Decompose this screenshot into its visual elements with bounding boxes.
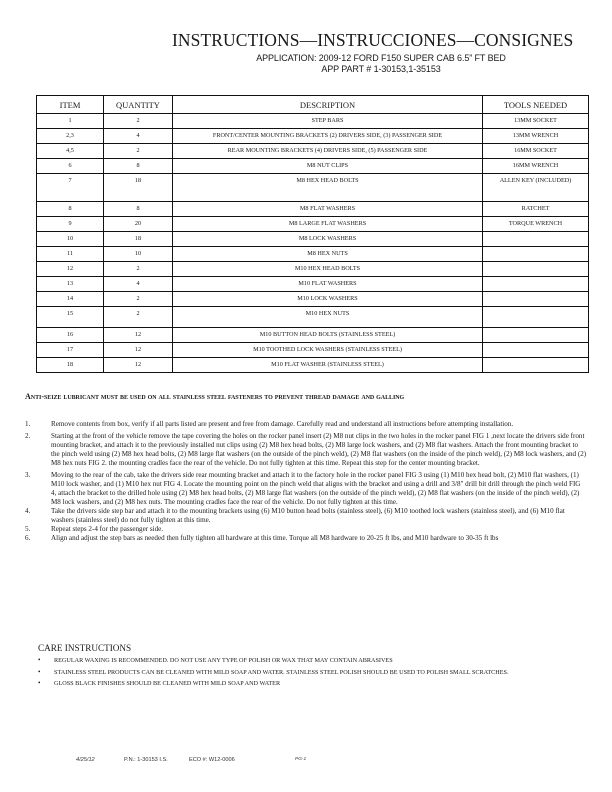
table-row — [37, 247, 589, 262]
cell-tools — [483, 247, 589, 262]
step-text: Starting at the front of the vehicle remove the tape covering the holes on the rocker panel insert (2) M8 nut clips in the two holes in the rocker panel FIG 1 ,next locate the drivers side front mounting bracket, and attach it to the previously installed nut clips using (2) M8 hex head bolts, (2) M8 large lock washers, and (2) M8 flat washers. Attach the front mounting bracket to the pinch weld using (2) M8 hex head bolts, (2) M8 large flat washers (on the outside of the pinch weld), (2) M8 flat washers (on the inside of the pinch weld), (2) M8 lock washers, and (2) M8 hex nuts FIG 2. the mounting cradles face the rear of the vehicle. Do not fully tighten at this time. Repeat this step for the center mounting bracket. — [51, 432, 587, 467]
cell-description: STEP BARS — [173, 114, 483, 129]
cell-description: M10 TOOTHED LOCK WASHERS (STAINLESS STEEL) — [173, 343, 483, 358]
cell-quantity: 2 — [104, 114, 173, 129]
cell-description: REAR MOUNTING BRACKETS (4) DRIVERS SIDE, (5) PASSENGER SIDE — [173, 144, 483, 159]
step-item — [25, 471, 587, 507]
cell-tools: 13MM SOCKET — [483, 114, 589, 129]
cell-description: FRONT/CENTER MOUNTING BRACKETS (2) DRIVERS SIDE, (3) PASSENGER SIDE — [173, 129, 483, 144]
table-row — [37, 217, 589, 232]
cell-quantity: 2 — [104, 292, 173, 307]
table-row — [37, 358, 589, 373]
footer-eco-number: ECO #: W12-0006 — [189, 757, 235, 763]
table-header-row — [37, 96, 589, 114]
cell-quantity: 12 — [104, 343, 173, 358]
parts-table-body — [37, 114, 589, 373]
cell-item: 11 — [37, 247, 104, 262]
cell-item: 15 — [37, 307, 104, 328]
step-number: 6. — [25, 534, 31, 542]
cell-description: M8 HEX HEAD BOLTS — [173, 174, 483, 202]
cell-quantity: 2 — [104, 144, 173, 159]
step-number: 5. — [25, 525, 31, 533]
step-text: Moving to the rear of the cab, take the drivers side rear mounting bracket and attach it to the factory hole in the rocker panel FIG 3 using (1) M10 hex head bolt, (2) M10 flat washers, (1) M10 lock washer, and (1) M10 hex nut FIG 4. Locate the mounting point on the pinch weld that aligns with the bracket and using a drill and 3/8" drill bit drill through the pinch weld FIG 4, attach the bracket to the drilled hole using (2) M8 hex head bolts, (2) M8 large flat washers (on the outside of the pinch weld), (2) M8 flat washers (on the inside of the pinch weld), (2) M8 lock washers, and (2) M8 hex nuts. The mounting cradles face the rear of the vehicle. Do not fully tighten at this time. — [51, 471, 581, 506]
cell-item: 12 — [37, 262, 104, 277]
table-row — [37, 262, 589, 277]
cell-item: 16 — [37, 328, 104, 343]
table-row — [37, 232, 589, 247]
cell-quantity: 8 — [104, 202, 173, 217]
app-part-line: APP PART # 1-30153,1-35153 — [321, 64, 441, 74]
cell-item: 2,3 — [37, 129, 104, 144]
step-number: 3. — [25, 471, 31, 479]
cell-item: 6 — [37, 159, 104, 174]
cell-tools — [483, 358, 589, 373]
cell-tools: 16MM SOCKET — [483, 144, 589, 159]
step-item — [25, 420, 587, 429]
table-row — [37, 174, 589, 202]
column-header-item: ITEM — [37, 96, 104, 114]
footer-page-number: PG-1 — [295, 757, 307, 762]
cell-quantity: 18 — [104, 174, 173, 202]
cell-tools — [483, 328, 589, 343]
application-line: APPLICATION: 2009-12 FORD F150 SUPER CAB 6.5” FT BED — [256, 53, 506, 63]
bullet-icon: • — [38, 667, 41, 676]
cell-description: M10 FLAT WASHER (STAINLESS STEEL) — [173, 358, 483, 373]
cell-quantity: 2 — [104, 262, 173, 277]
cell-item: 8 — [37, 202, 104, 217]
cell-tools: TORQUE WRENCH — [483, 217, 589, 232]
cell-quantity: 12 — [104, 358, 173, 373]
footer-date: 4/25/12 — [76, 757, 95, 763]
cell-item: 13 — [37, 277, 104, 292]
table-row — [37, 277, 589, 292]
cell-quantity: 18 — [104, 232, 173, 247]
step-number: 4. — [25, 507, 31, 515]
care-item — [38, 669, 558, 677]
cell-quantity: 2 — [104, 307, 173, 328]
care-item-text: STAINLESS STEEL PRODUCTS CAN BE CLEANED WITH MILD SOAP AND WATER. STAINLESS STEEL POLISH SHOULD BE USED TO POLISH SMALL SCRATCHES. — [54, 668, 509, 676]
anti-seize-warning: Anti-seize lubricant must be used on all stainless steel fasteners to prevent thread damage and galling — [25, 392, 405, 401]
cell-quantity: 12 — [104, 328, 173, 343]
care-instructions-title: CARE INSTRUCTIONS — [38, 643, 132, 653]
cell-item: 9 — [37, 217, 104, 232]
care-item-text: GLOSS BLACK FINISHES SHOULD BE CLEANED WITH MILD SOAP AND WATER — [54, 680, 281, 687]
table-row — [37, 114, 589, 129]
cell-description: M8 NUT CLIPS — [173, 159, 483, 174]
cell-tools — [483, 232, 589, 247]
bullet-icon: • — [38, 679, 41, 687]
cell-item: 14 — [37, 292, 104, 307]
cell-item: 18 — [37, 358, 104, 373]
cell-item: 17 — [37, 343, 104, 358]
column-header-quantity: QUANTITY — [104, 96, 173, 114]
installation-steps — [25, 420, 587, 543]
cell-tools: 13MM WRENCH — [483, 129, 589, 144]
table-row — [37, 129, 589, 144]
cell-tools — [483, 307, 589, 328]
step-number: 1. — [25, 420, 31, 428]
cell-quantity: 20 — [104, 217, 173, 232]
document-title: INSTRUCTIONS—INSTRUCCIONES—CONSIGNES — [172, 30, 574, 50]
table-row — [37, 328, 589, 343]
step-item — [25, 525, 587, 534]
cell-tools: 16MM WRENCH — [483, 159, 589, 174]
cell-quantity: 4 — [104, 129, 173, 144]
cell-description: M8 LARGE FLAT WASHERS — [173, 217, 483, 232]
care-item-text: REGULAR WAXING IS RECOMMENDED. DO NOT USE ANY TYPE OF POLISH OR WAX THAT MAY CONTAIN ABRASIVES — [54, 657, 393, 664]
step-text: Take the drivers side step bar and attach it to the mounting brackets using (6) M10 button head bolts (stainless steel), (6) M10 toothed lock washers (stainless steel), and (6) M10 flat washers (stainless steel) do not fully tighten at this time. — [51, 507, 565, 524]
cell-item: 1 — [37, 114, 104, 129]
column-header-description: DESCRIPTION — [173, 96, 483, 114]
table-row — [37, 144, 589, 159]
cell-tools: RATCHET — [483, 202, 589, 217]
cell-item: 7 — [37, 174, 104, 202]
table-row — [37, 159, 589, 174]
cell-tools — [483, 277, 589, 292]
column-header-tools: TOOLS NEEDED — [483, 96, 589, 114]
care-item — [38, 657, 558, 665]
footer-part-number: P.N.: 1-30153 I.S. — [124, 757, 168, 763]
table-row — [37, 307, 589, 328]
care-item — [38, 680, 558, 688]
cell-description: M10 HEX HEAD BOLTS — [173, 262, 483, 277]
cell-description: M10 FLAT WASHERS — [173, 277, 483, 292]
cell-item: 4,5 — [37, 144, 104, 159]
table-row — [37, 292, 589, 307]
bullet-icon: • — [38, 656, 41, 664]
step-text: Align and adjust the step bars as needed then fully tighten all hardware at this time. Torque all M8 hardware to 20-25 ft lbs, and M10 hardware to 30-35 ft lbs — [51, 534, 499, 542]
cell-quantity: 8 — [104, 159, 173, 174]
cell-description: M10 LOCK WASHERS — [173, 292, 483, 307]
step-item — [25, 432, 587, 468]
table-row — [37, 343, 589, 358]
cell-description: M8 FLAT WASHERS — [173, 202, 483, 217]
cell-tools — [483, 343, 589, 358]
cell-item: 10 — [37, 232, 104, 247]
step-text: Remove contents from box, verify if all parts listed are present and free from damage. Carefully read and understand all instructions before attempting installation. — [51, 420, 514, 428]
step-text: Repeat steps 2-4 for the passenger side. — [51, 525, 164, 533]
step-item — [25, 534, 587, 543]
parts-table — [36, 95, 589, 373]
cell-quantity: 10 — [104, 247, 173, 262]
cell-description: M8 HEX NUTS — [173, 247, 483, 262]
table-row — [37, 202, 589, 217]
cell-description: M10 HEX NUTS — [173, 307, 483, 328]
cell-tools — [483, 292, 589, 307]
cell-quantity: 4 — [104, 277, 173, 292]
step-number: 2. — [25, 432, 31, 440]
cell-description: M8 LOCK WASHERS — [173, 232, 483, 247]
step-item — [25, 507, 587, 525]
cell-description: M10 BUTTON HEAD BOLTS (STAINLESS STEEL) — [173, 328, 483, 343]
cell-tools: ALLEN KEY (INCLUDED) — [483, 174, 589, 202]
cell-tools — [483, 262, 589, 277]
care-instructions-list — [38, 657, 558, 692]
